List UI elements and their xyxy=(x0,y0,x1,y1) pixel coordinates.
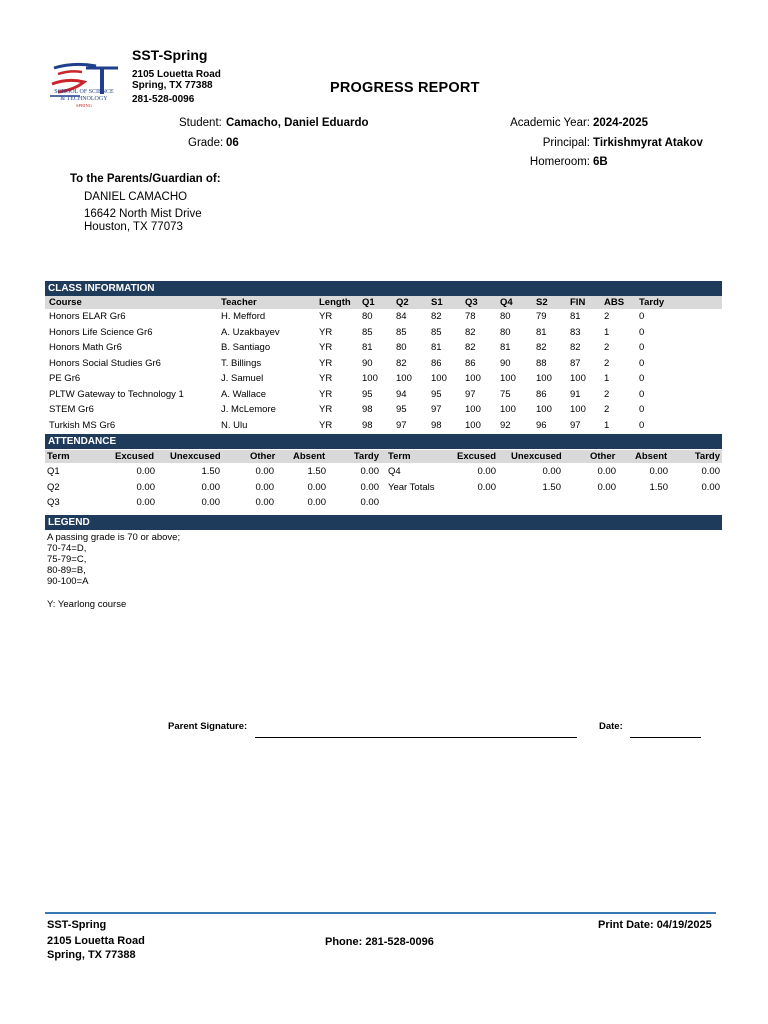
column-header-abs: ABS xyxy=(604,297,625,308)
class-row-3-fin: 82 xyxy=(570,342,581,353)
class-row-7-teacher: J. McLemore xyxy=(221,404,276,415)
attendance-left-row-2-other: 0.00 xyxy=(255,481,274,493)
student-name: Camacho, Daniel Eduardo xyxy=(226,117,369,129)
class-row-3-length: YR xyxy=(319,342,333,353)
attendance-right-row-1-unexcused: 0.00 xyxy=(542,466,561,477)
footer-phone-label: Phone: xyxy=(325,936,363,948)
logo-text-line2: & TECHNOLOGY xyxy=(60,96,108,102)
attendance-header-right-unexcused: Unexcused xyxy=(511,451,562,462)
guardian-heading: To the Parents/Guardian of: xyxy=(70,173,221,185)
attendance-right-row-1-excused: 0.00 xyxy=(477,466,496,477)
class-row-3-s1: 81 xyxy=(431,342,442,353)
column-header-tardy: Tardy xyxy=(639,297,665,308)
parent-signature-label: Parent Signature: xyxy=(168,721,248,732)
class-row-1-course: Honors ELAR Gr6 xyxy=(49,311,126,322)
class-row-2-teacher: A. Uzakbayev xyxy=(221,326,280,338)
class-row-1-teacher: H. Mefford xyxy=(221,311,266,322)
class-row-4-q1: 90 xyxy=(362,357,373,369)
column-header-q4: Q4 xyxy=(500,297,513,308)
class-row-7-length: YR xyxy=(319,404,333,415)
attendance-left-row-3-excused: 0.00 xyxy=(136,497,155,508)
class-row-8-length: YR xyxy=(319,419,333,431)
class-row-1-abs: 2 xyxy=(604,311,610,322)
attendance-right-row-1-tardy: 0.00 xyxy=(701,466,720,477)
class-row-3-teacher: B. Santiago xyxy=(221,342,271,353)
logo-text-line3: SPRING xyxy=(75,103,92,108)
principal-label: Principal: xyxy=(542,137,590,149)
class-row-6-fin: 91 xyxy=(570,388,581,400)
attendance-left-row-1-term: Q1 xyxy=(47,466,60,477)
class-row-6-s2: 86 xyxy=(536,388,547,400)
legend-line-3: 75-79=C, xyxy=(47,554,87,565)
print-date-value: 04/19/2025 xyxy=(656,919,712,931)
attendance-left-row-1-unexcused: 1.50 xyxy=(201,466,220,477)
legend-line-4: 80-89=B, xyxy=(47,565,86,576)
attendance-right-row-2-tardy: 0.00 xyxy=(701,481,720,493)
attendance-left-row-1-tardy: 0.00 xyxy=(360,466,379,477)
attendance-header-left-absent: Absent xyxy=(293,451,326,462)
attendance-left-row-2-excused: 0.00 xyxy=(136,481,155,493)
attendance-header-right-excused: Excused xyxy=(457,451,497,462)
class-row-1-q2: 84 xyxy=(396,311,407,322)
class-row-3-q1: 81 xyxy=(362,342,373,353)
class-row-3-s2: 82 xyxy=(536,342,547,353)
class-row-8-s1: 98 xyxy=(431,419,442,431)
class-row-5-fin: 100 xyxy=(570,373,586,384)
homeroom-value: 6B xyxy=(593,156,608,168)
attendance-header-right-term: Term xyxy=(388,451,411,462)
class-row-8-q4: 92 xyxy=(500,419,511,431)
footer-divider xyxy=(45,912,716,914)
class-row-7-fin: 100 xyxy=(570,404,586,415)
class-info-section-header: CLASS INFORMATION xyxy=(45,281,722,296)
class-row-1-length: YR xyxy=(319,311,333,322)
class-row-4-abs: 2 xyxy=(604,357,610,369)
attendance-header-right-absent: Absent xyxy=(635,451,668,462)
guardian-street: 16642 North Mist Drive xyxy=(84,208,202,220)
student-label: Student: xyxy=(179,117,222,129)
column-header-q2: Q2 xyxy=(396,297,409,308)
class-row-3-q4: 81 xyxy=(500,342,511,353)
class-row-1-tardy: 0 xyxy=(639,311,645,322)
parent-signature-line[interactable] xyxy=(255,737,577,738)
principal-value: Tirkishmyrat Atakov xyxy=(593,137,703,149)
class-row-4-q2: 82 xyxy=(396,357,407,369)
class-row-2-q2: 85 xyxy=(396,326,407,338)
attendance-right-row-2-other: 0.00 xyxy=(597,481,616,493)
class-row-2-length: YR xyxy=(319,326,333,338)
class-row-8-q3: 100 xyxy=(465,419,481,431)
attendance-header-left-other: Other xyxy=(250,451,276,462)
attendance-left-row-1-excused: 0.00 xyxy=(136,466,155,477)
class-row-8-teacher: N. Ulu xyxy=(221,419,248,431)
homeroom-label: Homeroom: xyxy=(529,156,590,168)
attendance-left-row-2-term: Q2 xyxy=(47,481,60,493)
class-row-2-q1: 85 xyxy=(362,326,373,338)
page-title: PROGRESS REPORT xyxy=(330,80,480,96)
column-header-s2: S2 xyxy=(536,297,548,308)
attendance-right-row-1-other: 0.00 xyxy=(597,466,616,477)
footer-phone-value: 281-528-0096 xyxy=(365,936,434,948)
class-row-8-q1: 98 xyxy=(362,419,373,431)
school-address-line1: 2105 Louetta Road xyxy=(132,69,221,80)
class-row-6-course: PLTW Gateway to Technology 1 xyxy=(49,388,184,400)
class-row-4-course: Honors Social Studies Gr6 xyxy=(49,357,161,369)
legend-line-1: A passing grade is 70 or above; xyxy=(47,532,181,543)
class-row-6-q3: 97 xyxy=(465,388,476,400)
attendance-left-row-2-unexcused: 0.00 xyxy=(201,481,220,493)
class-row-2-fin: 83 xyxy=(570,326,581,338)
class-row-7-q1: 98 xyxy=(362,404,373,415)
class-row-4-teacher: T. Billings xyxy=(221,357,262,369)
class-row-1-s2: 79 xyxy=(536,311,547,322)
class-row-8-q2: 97 xyxy=(396,419,407,431)
class-row-1-q3: 78 xyxy=(465,311,476,322)
class-row-5-course: PE Gr6 xyxy=(49,373,81,384)
column-header-q3: Q3 xyxy=(465,297,478,308)
attendance-left-row-3-tardy: 0.00 xyxy=(360,497,379,508)
class-row-6-q1: 95 xyxy=(362,388,373,400)
class-row-6-q4: 75 xyxy=(500,388,511,400)
attendance-right-row-2-excused: 0.00 xyxy=(477,481,496,493)
column-header-fin: FIN xyxy=(570,297,586,308)
class-row-5-q4: 100 xyxy=(500,373,516,384)
class-row-7-s1: 97 xyxy=(431,404,442,415)
attendance-left-row-3-term: Q3 xyxy=(47,497,60,508)
school-logo xyxy=(44,60,124,114)
class-row-3-q2: 80 xyxy=(396,342,407,353)
class-row-5-teacher: J. Samuel xyxy=(221,373,264,384)
date-signature-line[interactable] xyxy=(630,737,701,738)
class-row-5-tardy: 0 xyxy=(639,373,645,384)
class-row-2-q4: 80 xyxy=(500,326,511,338)
class-row-4-q4: 90 xyxy=(500,357,511,369)
class-row-6-q2: 94 xyxy=(396,388,407,400)
attendance-left-row-2-tardy: 0.00 xyxy=(360,481,379,493)
column-header-length: Length xyxy=(319,297,351,308)
class-row-2-tardy: 0 xyxy=(639,326,645,338)
class-row-8-abs: 1 xyxy=(604,419,610,431)
class-row-4-q3: 86 xyxy=(465,357,476,369)
attendance-left-row-2-absent: 0.00 xyxy=(307,481,326,493)
logo-text-line1: SCHOOL OF SCIENCE xyxy=(54,89,114,95)
attendance-left-row-3-absent: 0.00 xyxy=(307,497,326,508)
legend-line-2: 70-74=D, xyxy=(47,543,87,554)
class-row-5-q3: 100 xyxy=(465,373,481,384)
column-header-q1: Q1 xyxy=(362,297,375,308)
school-name: SST-Spring xyxy=(132,47,208,63)
footer-address-line2: Spring, TX 77388 xyxy=(47,949,136,961)
class-row-5-s1: 100 xyxy=(431,373,447,384)
class-row-7-abs: 2 xyxy=(604,404,610,415)
column-header-course: Course xyxy=(49,297,82,308)
class-row-7-q2: 95 xyxy=(396,404,407,415)
attendance-header-right-other: Other xyxy=(590,451,616,462)
class-row-3-abs: 2 xyxy=(604,342,610,353)
class-row-4-s2: 88 xyxy=(536,357,547,369)
attendance-right-row-1-absent: 0.00 xyxy=(649,466,668,477)
legend-line-5: 90-100=A xyxy=(47,576,89,587)
class-row-1-s1: 82 xyxy=(431,311,442,322)
attendance-header-left-term: Term xyxy=(47,451,70,462)
class-row-5-s2: 100 xyxy=(536,373,552,384)
class-row-5-abs: 1 xyxy=(604,373,610,384)
school-phone: 281-528-0096 xyxy=(132,94,195,105)
grade-label: Grade: xyxy=(188,137,224,149)
footer-print-date xyxy=(598,918,712,933)
class-row-6-s1: 95 xyxy=(431,388,442,400)
class-row-2-s1: 85 xyxy=(431,326,442,338)
attendance-right-row-1-term: Q4 xyxy=(388,466,401,477)
class-row-2-s2: 81 xyxy=(536,326,547,338)
class-row-4-fin: 87 xyxy=(570,357,581,369)
class-row-7-q3: 100 xyxy=(465,404,481,415)
class-row-7-q4: 100 xyxy=(500,404,516,415)
legend-note: Y: Yearlong course xyxy=(47,599,127,610)
attendance-header-left-excused: Excused xyxy=(115,451,155,462)
class-row-6-teacher: A. Wallace xyxy=(221,388,267,400)
attendance-section-header: ATTENDANCE xyxy=(45,434,722,449)
academic-year-label: Academic Year: xyxy=(510,117,590,129)
attendance-header-left-unexcused: Unexcused xyxy=(170,451,221,462)
attendance-left-row-3-other: 0.00 xyxy=(255,497,274,508)
print-date-label: Print Date: xyxy=(598,919,654,931)
class-row-3-tardy: 0 xyxy=(639,342,645,353)
class-row-5-q2: 100 xyxy=(396,373,412,384)
footer-school-name: SST-Spring xyxy=(47,919,107,931)
class-row-7-course: STEM Gr6 xyxy=(49,404,94,415)
class-row-4-s1: 86 xyxy=(431,357,442,369)
column-header-teacher: Teacher xyxy=(221,297,257,308)
class-row-4-length: YR xyxy=(319,357,333,369)
class-row-7-tardy: 0 xyxy=(639,404,645,415)
attendance-right-row-2-absent: 1.50 xyxy=(649,481,668,493)
grade-value: 06 xyxy=(226,137,239,149)
class-row-7-s2: 100 xyxy=(536,404,552,415)
attendance-header-right-tardy: Tardy xyxy=(694,451,720,462)
class-row-1-fin: 81 xyxy=(570,311,581,322)
date-label: Date: xyxy=(599,721,623,732)
school-address-line2: Spring, TX 77388 xyxy=(132,80,213,91)
guardian-name: DANIEL CAMACHO xyxy=(84,191,188,203)
class-row-8-course: Turkish MS Gr6 xyxy=(49,419,116,431)
class-row-3-course: Honors Math Gr6 xyxy=(49,342,122,353)
legend-section-header: LEGEND xyxy=(45,515,722,530)
class-row-2-course: Honors Life Science Gr6 xyxy=(49,326,153,338)
class-row-6-tardy: 0 xyxy=(639,388,645,400)
class-row-4-tardy: 0 xyxy=(639,357,645,369)
class-row-8-s2: 96 xyxy=(536,419,547,431)
class-row-2-q3: 82 xyxy=(465,326,476,338)
attendance-right-row-2-unexcused: 1.50 xyxy=(542,481,561,493)
footer-phone xyxy=(325,935,434,950)
academic-year-value: 2024-2025 xyxy=(593,117,648,129)
class-row-1-q4: 80 xyxy=(500,311,511,322)
class-row-5-length: YR xyxy=(319,373,333,384)
class-row-8-fin: 97 xyxy=(570,419,581,431)
column-header-s1: S1 xyxy=(431,297,443,308)
attendance-right-row-2-term: Year Totals xyxy=(388,481,435,493)
attendance-header-left-tardy: Tardy xyxy=(353,451,379,462)
footer-address-line1: 2105 Louetta Road xyxy=(47,935,145,947)
attendance-left-row-3-unexcused: 0.00 xyxy=(201,497,220,508)
class-row-6-abs: 2 xyxy=(604,388,610,400)
attendance-left-row-1-other: 0.00 xyxy=(255,466,274,477)
attendance-left-row-1-absent: 1.50 xyxy=(307,466,326,477)
class-row-2-abs: 1 xyxy=(604,326,610,338)
class-row-1-q1: 80 xyxy=(362,311,373,322)
class-row-5-q1: 100 xyxy=(362,373,378,384)
class-row-8-tardy: 0 xyxy=(639,419,645,431)
class-row-6-length: YR xyxy=(319,388,333,400)
guardian-city: Houston, TX 77073 xyxy=(84,221,183,233)
class-row-3-q3: 82 xyxy=(465,342,476,353)
